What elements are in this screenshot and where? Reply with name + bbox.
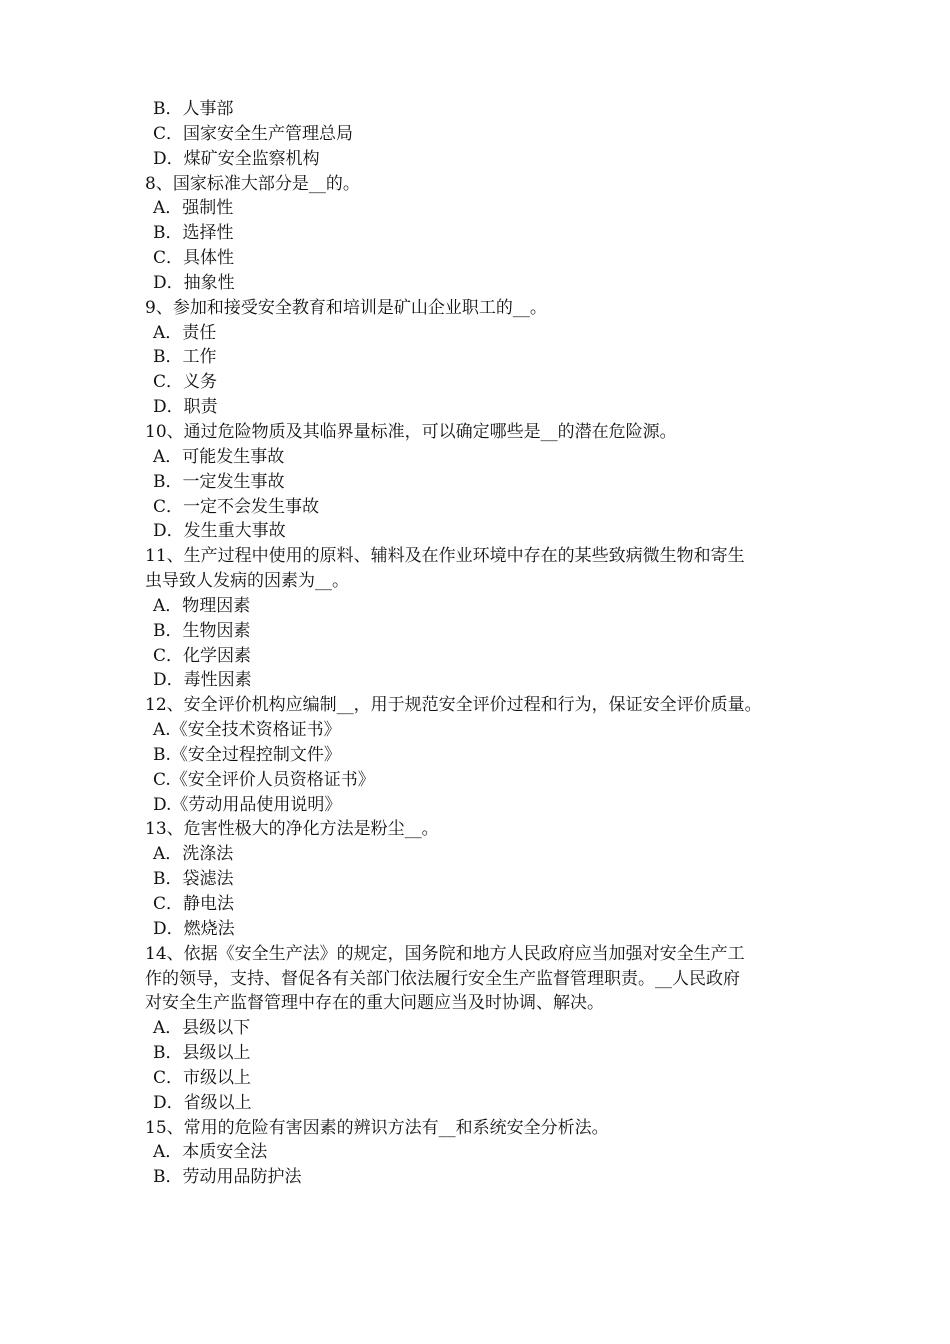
question-text: 9、参加和接受安全教育和培训是矿山企业职工的__。 — [145, 297, 547, 318]
answer-option: B．选择性 — [153, 223, 234, 244]
answer-option: B.《安全过程控制文件》 — [153, 744, 341, 765]
answer-option: D．燃烧法 — [153, 918, 235, 939]
document-body — [145, 97, 815, 1190]
answer-option: D．发生重大事故 — [153, 521, 286, 542]
question-text: 12、安全评价机构应编制__，用于规范安全评价过程和行为，保证安全评价质量。 — [145, 695, 762, 716]
question-text: 13、危害性极大的净化方法是粉尘__。 — [145, 819, 439, 840]
question-text: 对安全生产监督管理中存在的重大问题应当及时协调、解决。 — [145, 993, 604, 1014]
answer-option: A．强制性 — [153, 198, 234, 219]
question-text: 8、国家标准大部分是__的。 — [145, 173, 360, 194]
question-text: 虫导致人发病的因素为__。 — [145, 571, 349, 592]
answer-option: D．煤矿安全监察机构 — [153, 148, 320, 169]
question-text: 10、通过危险物质及其临界量标准，可以确定哪些是__的潜在危险源。 — [145, 421, 677, 442]
answer-option: A．可能发生事故 — [153, 446, 285, 467]
answer-option: A．本质安全法 — [153, 1142, 268, 1163]
answer-option: A．物理因素 — [153, 595, 251, 616]
answer-option: D．抽象性 — [153, 272, 235, 293]
answer-option: C．市级以上 — [153, 1067, 252, 1088]
question-text: 14、依据《安全生产法》的规定，国务院和地方人民政府应当加强对安全生产工 — [145, 943, 745, 964]
answer-option: C.《安全评价人员资格证书》 — [153, 769, 375, 790]
question-text: 15、常用的危险有害因素的辨识方法有__和系统安全分析法。 — [145, 1117, 609, 1138]
answer-option: A．洗涤法 — [153, 844, 234, 865]
answer-option: C．静电法 — [153, 894, 235, 914]
question-text: 作的领导，支持、督促各有关部门依法履行安全生产监督管理职责。__人民政府 — [145, 968, 740, 989]
question-text: 11、生产过程中使用的原料、辅料及在作业环境中存在的某些致病微生物和寄生 — [145, 546, 745, 567]
answer-option: C．一定不会发生事故 — [153, 496, 320, 517]
answer-option: C．化学因素 — [153, 645, 252, 666]
answer-option: A.《安全技术资格证书》 — [153, 720, 341, 741]
answer-option: D．省级以上 — [153, 1092, 252, 1113]
answer-option: D.《劳动用品使用说明》 — [153, 794, 342, 815]
answer-option: C．具体性 — [153, 248, 235, 269]
answer-option: B．生物因素 — [153, 620, 251, 641]
answer-option: D．毒性因素 — [153, 670, 252, 691]
answer-option: B．袋滤法 — [153, 869, 234, 890]
answer-option: B．工作 — [153, 347, 217, 368]
answer-option: A．责任 — [153, 322, 217, 343]
answer-option: A．县级以下 — [153, 1018, 251, 1039]
answer-option: D．职责 — [153, 397, 218, 418]
answer-option: B．县级以上 — [153, 1043, 251, 1064]
answer-option: B．劳动用品防护法 — [153, 1167, 302, 1188]
answer-option: C．义务 — [153, 372, 218, 393]
answer-option: B．人事部 — [153, 99, 234, 119]
answer-option: B．一定发生事故 — [153, 471, 285, 492]
answer-option: C．国家安全生产管理总局 — [153, 123, 354, 144]
